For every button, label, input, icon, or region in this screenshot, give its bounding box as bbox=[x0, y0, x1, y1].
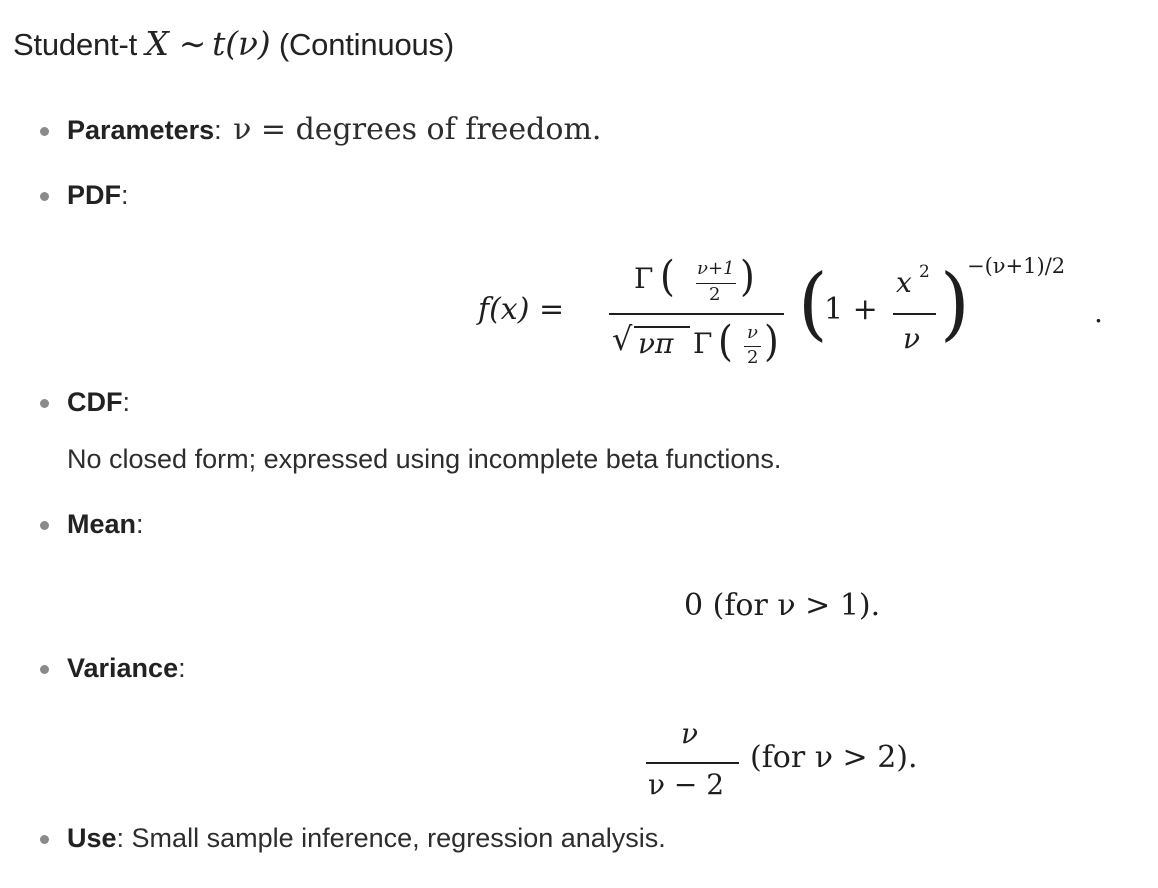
pdf-exponent: −(ν+1)/2 bbox=[967, 254, 1066, 278]
pdf-num-inner-num: ν+1 bbox=[697, 258, 735, 279]
pdf-den-sqrt-arg: νπ bbox=[638, 327, 674, 360]
list-bullet bbox=[40, 665, 49, 674]
heading-math-tilde: ∼ bbox=[178, 24, 207, 63]
heading-text-suffix: (Continuous) bbox=[270, 27, 454, 62]
pdf-frac2-num-exp: 2 bbox=[919, 262, 930, 282]
pdf-num-rparen: ) bbox=[740, 251, 755, 301]
pdf-den-sqrt: √ bbox=[612, 320, 633, 358]
list-item-cdf bbox=[67, 384, 130, 420]
pdf-num-lparen: ( bbox=[660, 251, 675, 301]
list-bullet bbox=[40, 521, 49, 530]
use-label: Use bbox=[67, 823, 117, 853]
use-colon: : bbox=[116, 823, 125, 853]
mean-label: Mean bbox=[67, 509, 137, 539]
mean-formula: 0 (for ν > 1). bbox=[684, 588, 881, 623]
pdf-den-lparen: ( bbox=[718, 316, 733, 366]
pdf-den-gamma: Γ bbox=[693, 327, 713, 360]
pdf-den-rparen: ) bbox=[764, 316, 779, 366]
pdf-frac2-fracline bbox=[893, 313, 936, 315]
pdf-num-inner-den: 2 bbox=[709, 284, 721, 305]
list-item-use bbox=[67, 820, 666, 856]
variance-colon: : bbox=[178, 653, 186, 683]
pdf-label: PDF bbox=[67, 180, 121, 210]
variance-label: Variance bbox=[67, 653, 179, 683]
pdf-big-rparen: ) bbox=[940, 255, 970, 350]
list-bullet bbox=[40, 127, 49, 136]
cdf-description: No closed form; expressed using incomplete beta functions. bbox=[67, 444, 782, 474]
pdf-colon: : bbox=[121, 180, 129, 210]
list-item-variance bbox=[67, 650, 186, 686]
pdf-num-gamma: Γ bbox=[634, 262, 654, 295]
mean-colon: : bbox=[136, 509, 144, 539]
cdf-label: CDF bbox=[67, 387, 123, 417]
pdf-den-inner-den: 2 bbox=[747, 347, 759, 368]
pdf-frac2-num: x bbox=[896, 266, 912, 299]
section-heading bbox=[13, 22, 454, 67]
pdf-big-lparen: ( bbox=[798, 255, 828, 350]
list-item-parameters bbox=[67, 112, 601, 148]
list-item-mean bbox=[67, 506, 144, 542]
pdf-main-fracline bbox=[609, 313, 784, 315]
heading-text-prefix: Student-t bbox=[13, 27, 146, 62]
pdf-frac2-den: ν bbox=[903, 322, 921, 355]
variance-frac-num: ν bbox=[681, 717, 699, 750]
use-text: Small sample inference, regression analysis. bbox=[124, 823, 666, 853]
list-bullet bbox=[40, 399, 49, 408]
variance-fracline bbox=[646, 762, 739, 764]
pdf-period: . bbox=[1094, 296, 1103, 329]
parameters-math: ν = degrees of freedom. bbox=[233, 112, 602, 147]
parameters-colon: : bbox=[214, 115, 222, 145]
list-item-pdf bbox=[67, 177, 129, 213]
list-bullet bbox=[40, 192, 49, 201]
variance-frac-den: ν − 2 bbox=[648, 768, 725, 801]
heading-math-x: X bbox=[145, 24, 169, 63]
variance-tail: (for ν > 2). bbox=[750, 740, 918, 775]
parameters-label: Parameters bbox=[67, 115, 215, 145]
list-bullet bbox=[40, 835, 49, 844]
pdf-den-inner-num: ν bbox=[747, 322, 758, 343]
pdf-one-plus: 1 + bbox=[824, 292, 878, 327]
pdf-lhs: f(x) = bbox=[478, 292, 565, 327]
heading-math-dist: t(ν) bbox=[212, 24, 271, 63]
cdf-colon: : bbox=[122, 387, 131, 417]
